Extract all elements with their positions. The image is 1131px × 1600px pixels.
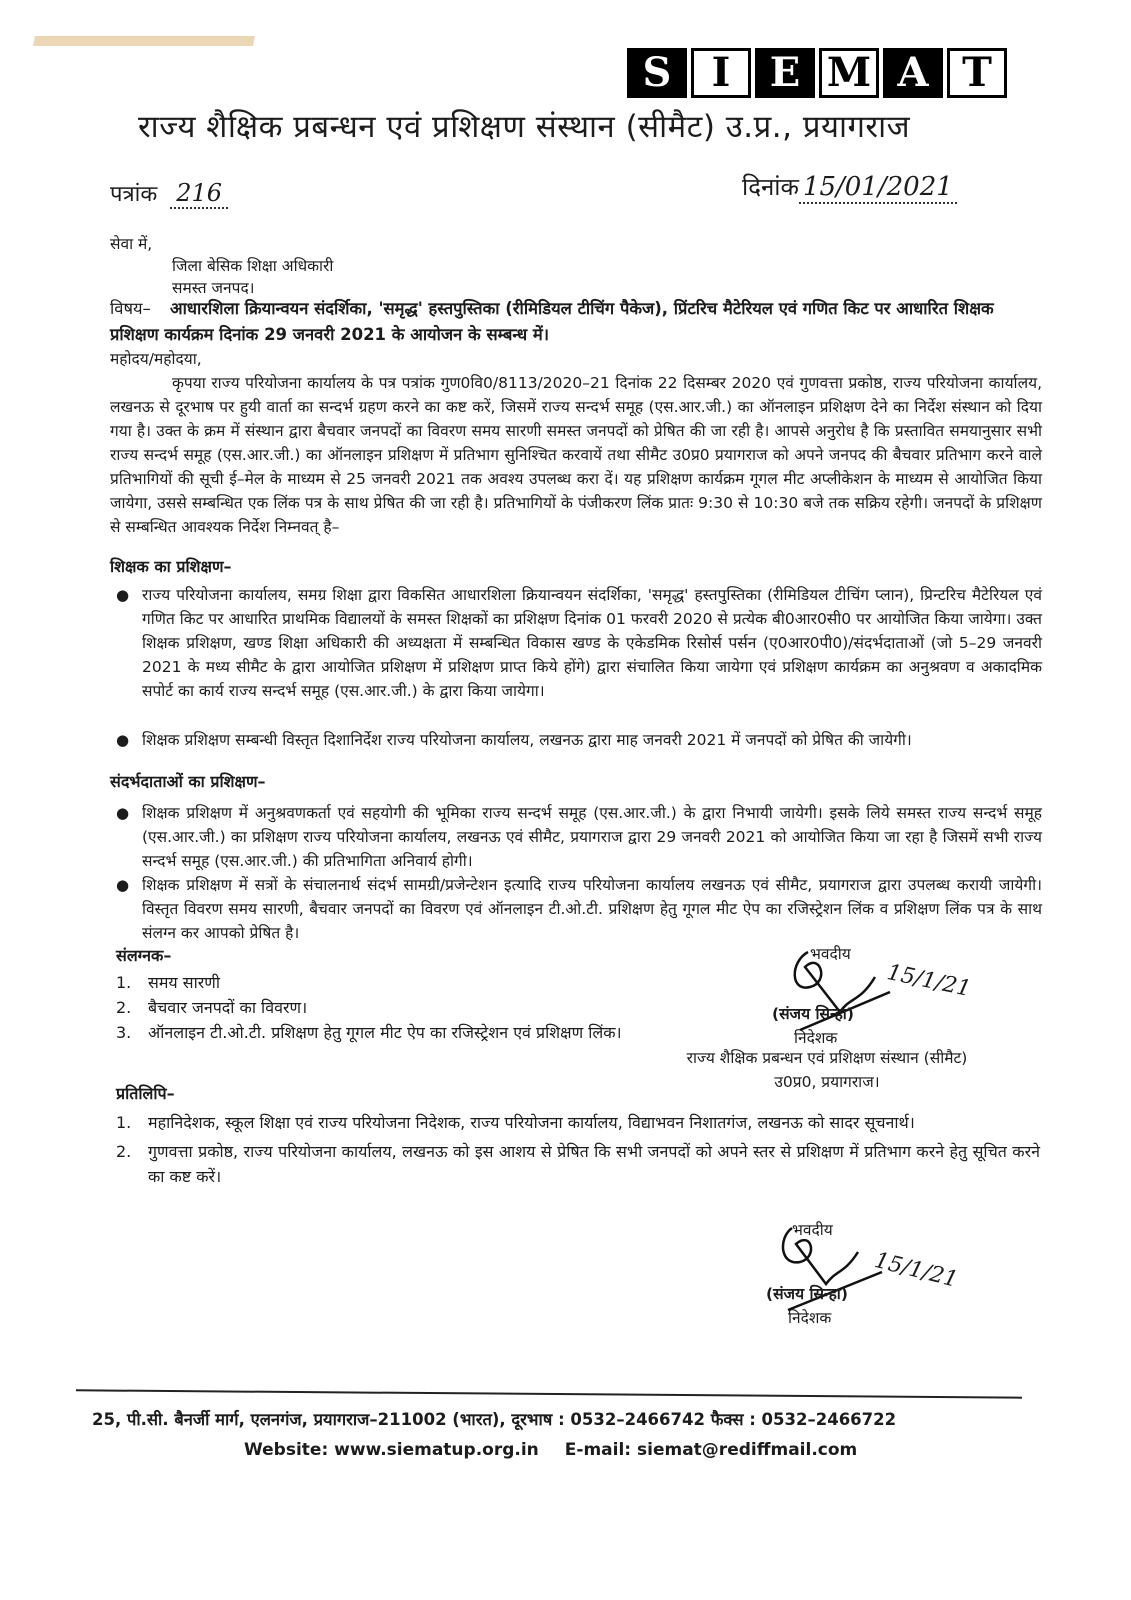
salutation: महोदय/महोदया, (110, 350, 202, 368)
bullet-text: राज्य परियोजना कार्यालय, समग्र शिक्षा द्वारा विकसित आधारशिला क्रियान्वयन संदर्शिका, 'समृद्ध' हस्तपुस्तिका (रीमिडियल टीचिंग प्लान), प्रिन्टरिच मैटेरियल एवं गणित किट पर आधारित प्राथमिक विद्यालयों के समस्त शिक्षकों का प्रशिक्षण दिनांक 01 फरवरी 2020 से प्रत्येक बी0आर0सी0 पर आयोजित किया जायेगा। उक्त शिक्षक प्रशिक्षण, खण्ड शिक्षा अधिकारी की अध्यक्षता में सम्बन्धित विकास खण्ड के एकेडमिक रिसोर्स पर्सन (ए0आर0पी0)/संदर्भदाताओं (जो 5–29 जनवरी 2021 के मध्य सीमैट के द्वारा आयोजित प्रशिक्षण में प्रशिक्षण प्राप्त किये होंगे) द्वारा संचालित किया जायेगा एवं प्रशिक्षण कार्यक्रम का अनुश्रवण व अकादमिक सपोर्ट का कार्य राज्य सन्दर्भ समूह (एस.आर.जी.) के द्वारा किया जायेगा। (142, 586, 1042, 700)
signatory-name: (संजय सिन्हा) (766, 1285, 848, 1303)
list-item: 3. ऑनलाइन टी.ओ.टी. प्रशिक्षण हेतु गूगल मीट ऐप का रजिस्ट्रेशन एवं प्रशिक्षण लिंक। (116, 1023, 622, 1042)
closing-text: भवदीय (810, 945, 851, 963)
to-label: सेवा में, (110, 235, 153, 253)
logo-letter: S (627, 48, 687, 98)
addressee-line2: समस्त जनपद। (172, 279, 255, 297)
bullet-icon: ● (116, 731, 130, 749)
bullet-text: शिक्षक प्रशिक्षण में सत्रों के संचालनार्थ संदर्भ सामग्री/प्रजेन्टेशन इत्यादि राज्य परियोजना कार्यालय लखनऊ एवं सीमैट, प्रयागराज द्वारा उपलब्ध करायी जायेगी। विस्तृत विवरण समय सारणी, बैचवार जनपदों का विवरण एवं ऑनलाइन टी.ओ.टी. प्रशिक्षण हेतु गूगल मीट ऐप का रजिस्ट्रेशन लिंक व प्रशिक्षण लिंक पत्र के साथ संलग्न कर आपको प्रेषित है। (142, 876, 1042, 942)
letter-date (742, 170, 957, 203)
copy-to (116, 1082, 1040, 1193)
copy-to-heading: प्रतिलिपि– (116, 1084, 175, 1103)
institute-name: राज्य शैक्षिक प्रबन्धन एवं प्रशिक्षण संस्थान (सीमैट) उ.प्र., प्रयागराज (138, 109, 911, 145)
signatory-name: (संजय सिन्हा) (772, 1005, 854, 1023)
footer-email: E-mail: siemat@rediffmail.com (564, 1440, 858, 1460)
list-item: 2. गुणवत्ता प्रकोष्ठ, राज्य परियोजना कार्यालय, लखनऊ को इस आशय से प्रेषित कि सभी जनपदों को अपने स्तर से प्रशिक्षण में प्रतिभाग करने हेतु सूचित करने का कष्ट करें। (116, 1142, 1040, 1186)
subject-line (110, 296, 1040, 348)
trainer-training-heading: संदर्भदाताओं का प्रशिक्षण– (110, 772, 266, 791)
signatory-organisation: राज्य शैक्षिक प्रबन्धन एवं प्रशिक्षण संस्थान (सीमैट) उ0प्र0, प्रयागराज। (686, 1049, 968, 1091)
bullet-icon: ● (116, 804, 130, 822)
footer-website: Website: www.siematup.org.in (244, 1440, 539, 1460)
addressee-line1: जिला बेसिक शिक्षा अधिकारी (172, 257, 334, 275)
footer-contact (244, 1440, 857, 1460)
footer-divider (76, 1389, 1022, 1398)
list-item (116, 873, 1042, 945)
subject-text: आधारशिला क्रियान्वयन संदर्शिका, 'समृद्ध' हस्तपुस्तिका (रीमिडियल टीचिंग पैकेज), प्रिंटरिच मैटेरियल एवं गणित किट पर आधारित शिक्षक प्रशिक्षण कार्यक्रम दिनांक 29 जनवरी 2021 के आयोजन के सम्बन्ध में। (110, 299, 994, 344)
signature-block (766, 1218, 1018, 1328)
signatory-designation: निदेशक (788, 1309, 832, 1327)
list-item (116, 728, 1042, 752)
bullet-icon: ● (116, 876, 130, 894)
enclosures-heading: संलग्नक– (116, 946, 172, 965)
logo-letter: I (691, 48, 751, 98)
teacher-training-heading: शिक्षक का प्रशिक्षण– (110, 557, 232, 576)
signatory-designation: निदेशक (794, 1029, 838, 1047)
footer-address: 25, पी.सी. बैनर्जी मार्ग, एलनगंज, प्रयागराज–211002 (भारत), दूरभाष : 0532–2466742 फैक्स : 0532–2466722 (92, 1410, 897, 1429)
signature-block (772, 942, 1020, 1047)
siemat-logo (627, 48, 1007, 98)
handwritten-date: 15/1/21 (871, 1248, 961, 1293)
ref-label: पत्रांक (110, 182, 158, 207)
ref-value: 216 (170, 179, 228, 209)
bullet-text: शिक्षक प्रशिक्षण में अनुश्रवणकर्ता एवं सहयोगी की भूमिका राज्य सन्दर्भ समूह (एस.आर.जी.) के द्वारा निभायी जायेगी। इसके लिये समस्त राज्य सन्दर्भ समूह (एस.आर.जी.) का प्रशिक्षण राज्य परियोजना कार्यालय, लखनऊ एवं सीमैट, प्रयागराज द्वारा 29 जनवरी 2021 को आयोजित किया जा रहा है जिसमें सभी राज्य सन्दर्भ समूह (एस.आर.जी.) की प्रतिभागिता अनिवार्य होगी। (142, 804, 1042, 870)
bullet-icon: ● (116, 586, 130, 604)
list-item: 1. समय सारणी (116, 973, 220, 992)
logo-letter: T (947, 48, 1007, 98)
body-paragraph: कृपया राज्य परियोजना कार्यालय के पत्र पत्रांक गुण0वि0/8113/2020–21 दिनांक 22 दिसम्बर 2020 एवं गुणवत्ता प्रकोष्ठ, राज्य परियोजना कार्यालय, लखनऊ से दूरभाष पर हुयी वार्ता का सन्दर्भ ग्रहण करने का कष्ट करें, जिसमें राज्य सन्दर्भ समूह (एस.आर.जी.) का ऑनलाइन प्रशिक्षण देने का निर्देश संस्थान को दिया गया है। उक्त के क्रम में संस्थान द्वारा बैचवार जनपदों का विवरण समय सारणी समस्त जनपदों को प्रेषित की जा रही है। आपसे अनुरोध है कि प्रस्तावित समयानुसार सभी राज्य सन्दर्भ समूह (एस.आर.जी.) का ऑनलाइन प्रशिक्षण में प्रतिभाग सुनिश्चित करवायें तथा सीमैट उ0प्र0 प्रयागराज को अपने जनपद की बैचवार प्रतिभाग करने वाले प्रतिभागियों की सूची ई–मेल के माध्यम से 25 जनवरी 2021 तक अवश्य उपलब्ध करा दें। यह प्रशिक्षण कार्यक्रम गूगल मीट अप्लीकेशन के माध्यम से आयोजित किया जायेगा, उससे सम्बन्धित एक लिंक पत्र के साथ प्रेषित की जा रही है। प्रतिभागियों के पंजीकरण लिंक प्रातः 9:30 से 10:30 बजे तक सक्रिय रहेगी। जनपदों के प्रशिक्षण से सम्बन्धित आवश्यक निर्देश निम्नवत् है– (110, 374, 1042, 536)
bullet-text: शिक्षक प्रशिक्षण सम्बन्धी विस्तृत दिशानिर्देश राज्य परियोजना कार्यालय, लखनऊ द्वारा माह जनवरी 2021 में जनपदों को प्रेषित की जायेगी। (142, 731, 912, 749)
list-item (116, 801, 1042, 873)
list-item: 2. बैचवार जनपदों का विवरण। (116, 998, 308, 1017)
enclosures (116, 944, 648, 1045)
closing-text: भवदीय (792, 1221, 833, 1239)
logo-letter: A (883, 48, 943, 98)
scan-tape-mark (33, 36, 255, 46)
logo-letter: E (755, 48, 815, 98)
subject-label: विषय– (110, 299, 151, 318)
list-item: 1. महानिदेशक, स्कूल शिक्षा एवं राज्य परियोजना निदेशक, राज्य परियोजना कार्यालय, विद्याभवन निशातगंज, लखनऊ को सादर सूचनार्थ। (116, 1113, 915, 1132)
date-value: 15/01/2021 (799, 172, 957, 204)
reference-number (110, 178, 228, 208)
list-item (116, 583, 1042, 703)
logo-letter: M (819, 48, 879, 98)
handwritten-date: 15/1/21 (884, 960, 973, 1003)
date-label: दिनांक (742, 173, 799, 201)
